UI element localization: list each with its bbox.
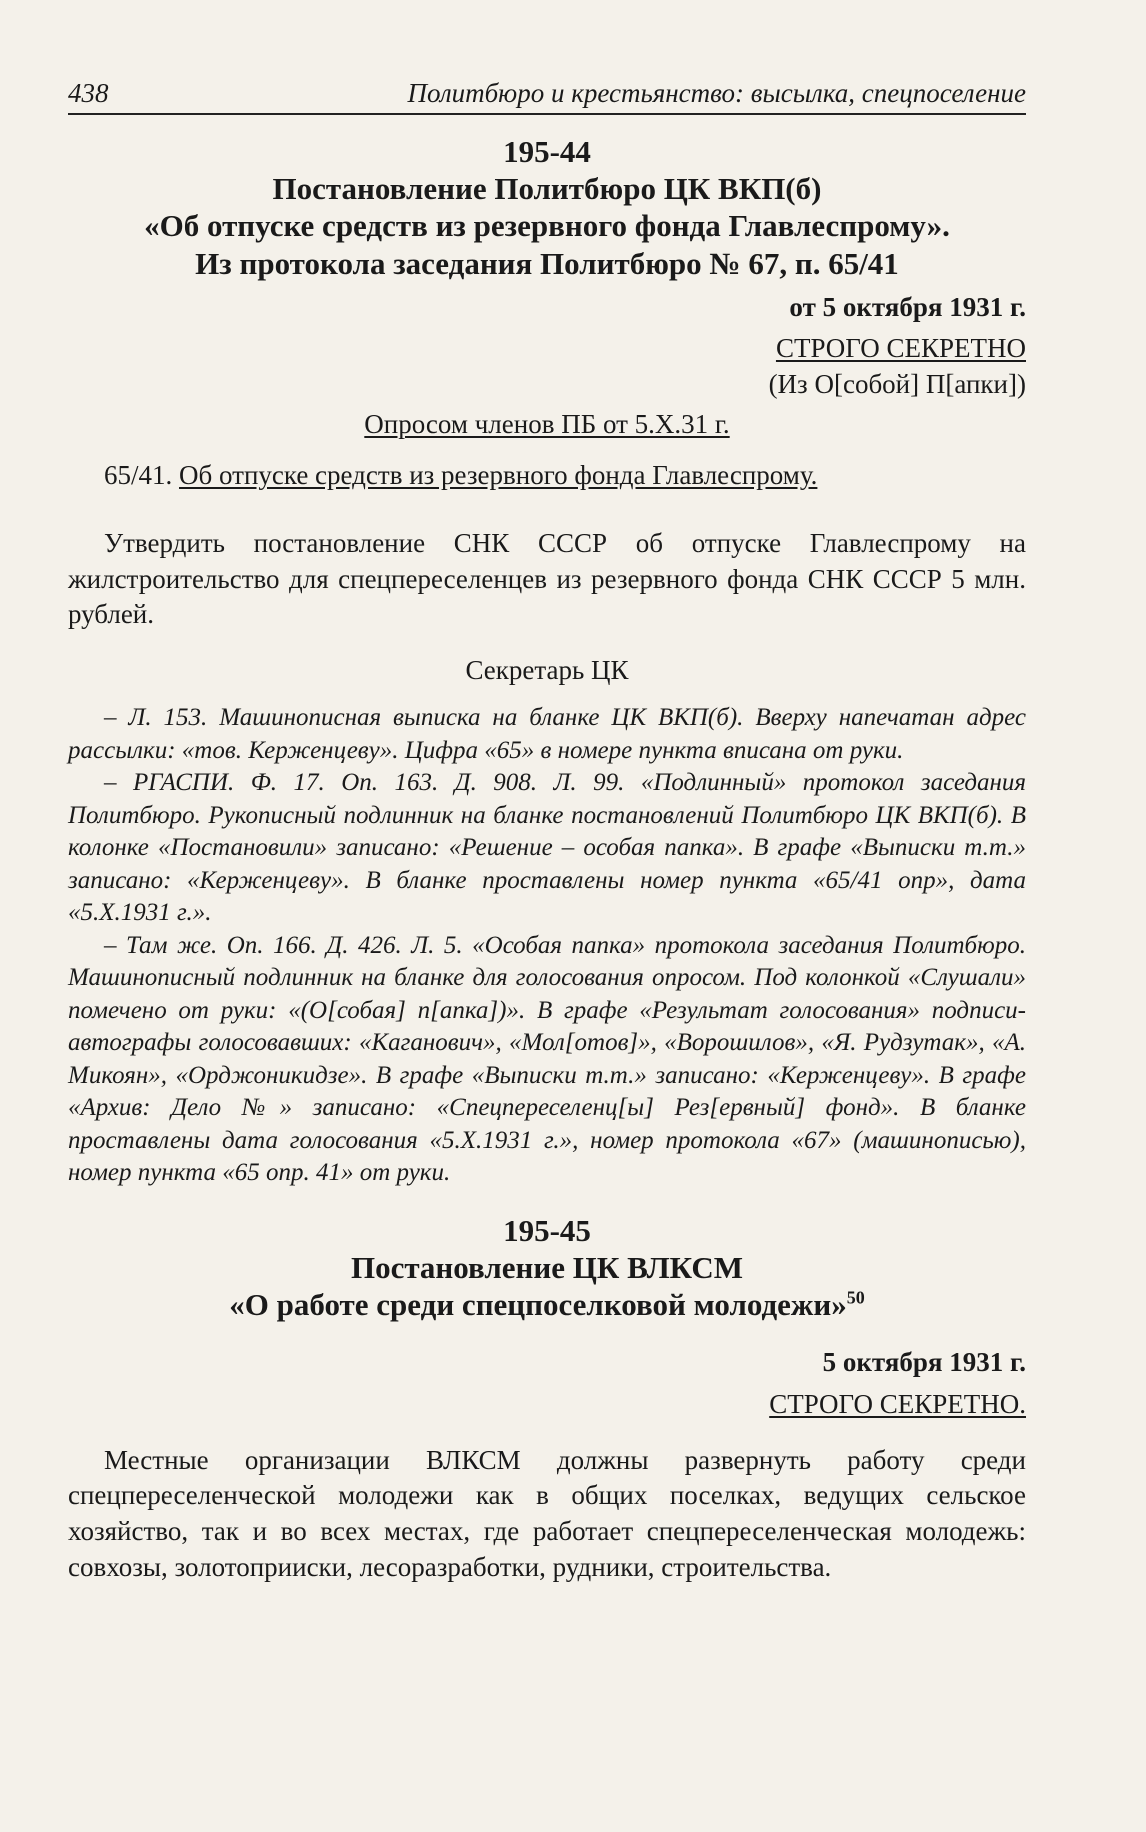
- archival-note-1: – Л. 153. Машинописная выписка на бланке ЦК ВКП(б). Вверху напечатан адрес рассылки: «тов. Керженцеву». Цифра «65» в номере пункта вписана от руки.: [68, 704, 1026, 764]
- page-number: 438: [68, 78, 109, 108]
- doc-44-date: от 5 октября 1931 г.: [789, 291, 1026, 322]
- doc-45-title-line2-wrap: [68, 1286, 1026, 1323]
- doc-45-secrecy: СТРОГО СЕКРЕТНО.: [769, 1389, 1026, 1420]
- doc-45-date: 5 октября 1931 г.: [822, 1347, 1026, 1378]
- doc-44-item: [68, 458, 1026, 494]
- doc-44-secrecy: СТРОГО СЕКРЕТНО: [775, 333, 1026, 364]
- doc-44-title-line3: Из протокола заседания Политбюро № 67, п. 65/41: [195, 245, 899, 281]
- running-title: Политбюро и крестьянство: высылка, спецпоселение: [407, 78, 1026, 108]
- doc-45-number: 195-45: [503, 1212, 591, 1248]
- doc-44-archival-notes: [68, 702, 1026, 1190]
- doc-45-title-line1: Постановление ЦК ВЛКСМ: [350, 1250, 744, 1286]
- document-page: [68, 78, 1026, 1778]
- archival-note-3: – Там же. Оп. 166. Д. 426. Л. 5. «Особая папка» протокола заседания Политбюро. Машинописный подлинник на бланке для голосования опросом. Под колонкой «Слушали» помечено от руки: «(О[собая] п[апка])». В графе «Результат голосования» подписи-автографы голосовавших: «Каганович», «Мол[отов]», «Ворошилов», «Я. Рудзутак», «А. Микоян», «Орджоникидзе». В графе «Выписки т.т.» записано: «Керженцеву». В графе «Архив: Дело №» записано: «Спецпереселенц[ы] Рез[ервный] фонд». В бланке проставлены дата голосования «5.X.1931 г.», номер протокола «67» (машинописью), номер пункта «65 опр. 41» от руки.: [68, 931, 1026, 1187]
- doc-44-secrecy-note: (Из О[собой] П[апки]): [768, 369, 1026, 399]
- doc-44-signature: Секретарь ЦК: [465, 654, 629, 685]
- footnote-mark: 50: [846, 1287, 865, 1308]
- doc-44-number: 195-44: [503, 134, 591, 169]
- doc-44-item-number: 65/41.: [104, 460, 173, 491]
- running-header: [68, 78, 1026, 115]
- doc-44-item-title: Об отпуске средств из резервного фонда Главлеспрому.: [179, 460, 818, 491]
- doc-44-title-line2: «Об отпуске средств из резервного фонда Главлеспрому».: [144, 208, 950, 244]
- doc-44-title-line1: Постановление Политбюро ЦК ВКП(б): [272, 171, 822, 207]
- doc-45-title-line2: «О работе среди спецпоселковой молодежи»: [229, 1287, 847, 1323]
- archival-note-2: – РГАСПИ. Ф. 17. Оп. 163. Д. 908. Л. 99. «Подлинный» протокол заседания Политбюро. Рукописный подлинник на бланке постановлений Политбюро ЦК ВКП(б). В колонке «Постановили» записано: «Решение – особая папка». В графе «Выписки т.т.» записано: «Керженцеву». В бланке проставлены номер пункта «65/41 опр», дата «5.X.1931 г.».: [68, 769, 1026, 927]
- doc-44-poll: Опросом членов ПБ от 5.X.31 г.: [364, 408, 730, 439]
- doc-44-body: Утвердить постановление СНК СССР об отпуске Главлеспрому на жилстроительство для спецпереселенцев из резервного фонда СНК СССР 5 млн. рублей.: [68, 527, 1026, 630]
- doc-45-body: Местные организации ВЛКСМ должны развернуть работу среди спецпереселенческой молодежи как в общих поселках, ведущих сельское хозяйство, так и во всех местах, где работает спецпереселенческая молодежь: совхозы, золотоприиски, лесоразработки, рудники, строительства.: [68, 1444, 1026, 1582]
